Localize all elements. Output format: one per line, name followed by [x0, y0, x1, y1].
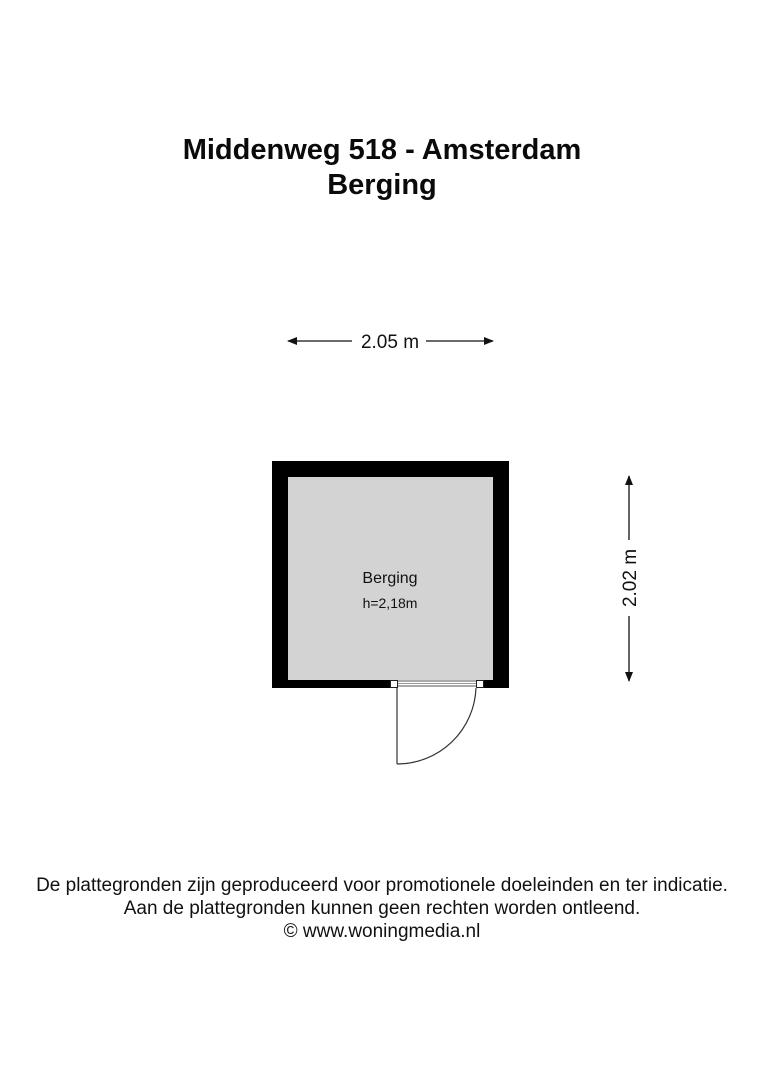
room-name-label: Berging — [362, 570, 418, 587]
disclaimer-line-1: De plattegronden zijn geproduceerd voor promotionele doeleinden en ter indicatie. — [36, 875, 728, 896]
width-dimension-label: 2.05 m — [360, 332, 420, 353]
door-swing-arc — [397, 688, 476, 764]
page-subtitle: Berging — [327, 169, 437, 201]
height-dimension — [620, 476, 641, 681]
height-dimension-label: 2.02 m — [620, 548, 641, 608]
disclaimer-line-2: Aan de plattegronden kunnen geen rechten worden ontleend. — [123, 898, 641, 919]
door-jamb-right — [477, 681, 484, 688]
width-dimension — [288, 332, 493, 353]
page-title: Middenweg 518 - Amsterdam — [182, 134, 582, 166]
door-jamb-left — [391, 681, 398, 688]
door — [390, 680, 484, 764]
room-height-label: h=2,18m — [362, 595, 418, 611]
copyright-line: © www.woningmedia.nl — [283, 921, 481, 942]
